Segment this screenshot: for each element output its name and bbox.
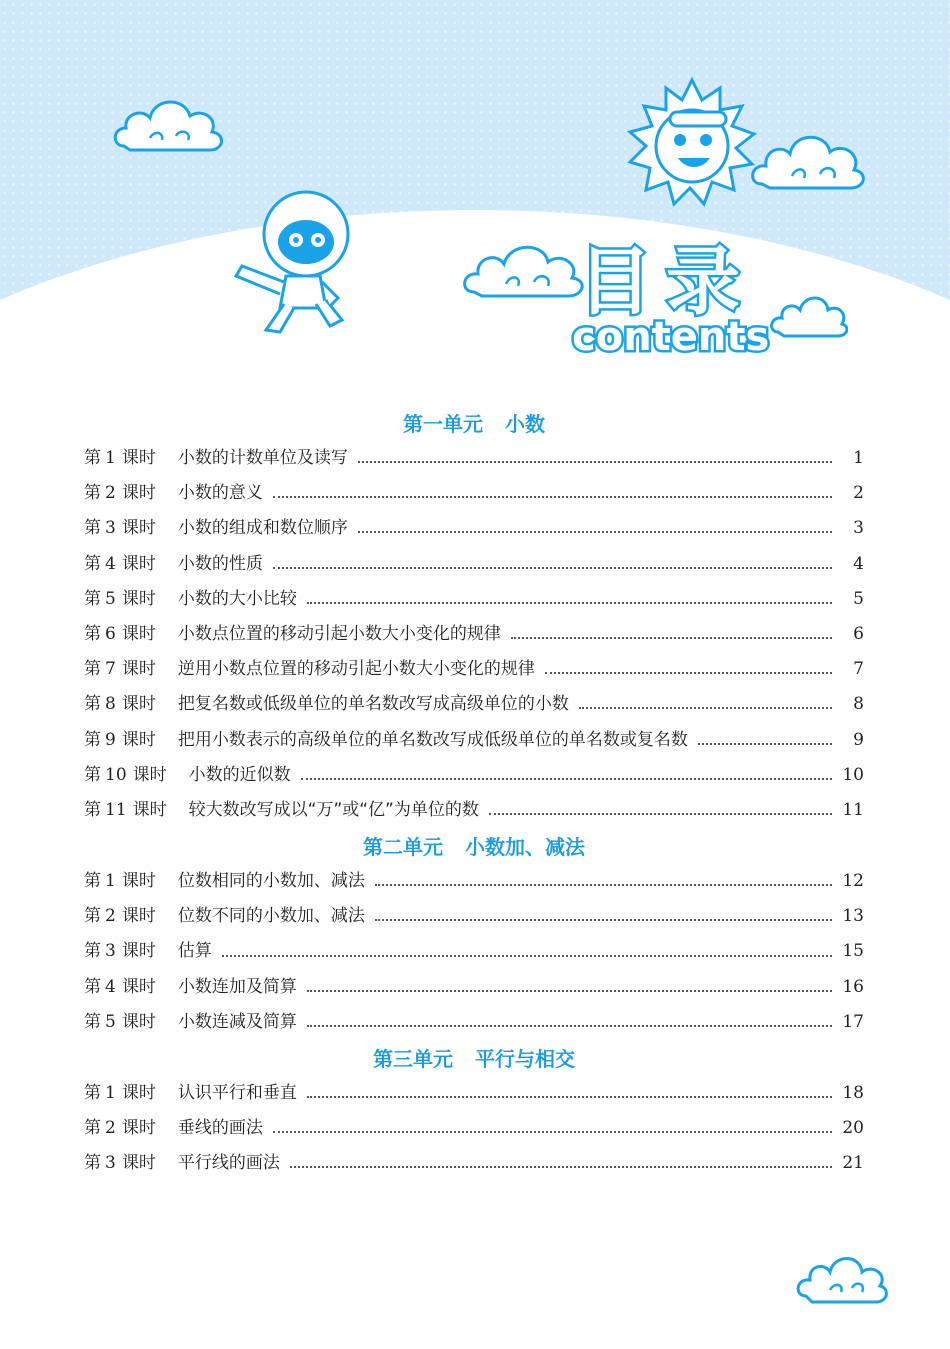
lesson-suffix: 课时 <box>132 799 167 820</box>
lesson-label <box>84 617 156 652</box>
lesson-prefix: 第 <box>84 623 101 644</box>
dot-leader <box>273 1130 832 1133</box>
lesson-prefix: 第 <box>84 764 101 785</box>
dot-leader <box>358 530 832 533</box>
lesson-number: 1 <box>105 448 116 468</box>
cloud-icon <box>110 88 230 160</box>
lesson-suffix: 课时 <box>121 729 156 750</box>
lesson-number: 7 <box>105 659 116 680</box>
lesson-suffix: 课时 <box>121 588 156 609</box>
lesson-suffix: 课时 <box>121 1118 156 1139</box>
cloud-icon <box>460 232 590 304</box>
toc-entry[interactable] <box>84 793 864 828</box>
toc-entry[interactable] <box>84 687 864 722</box>
lesson-prefix: 第 <box>84 1153 101 1174</box>
toc-entry[interactable] <box>84 723 864 758</box>
lesson-label <box>84 511 156 546</box>
dot-leader <box>307 1024 832 1027</box>
lesson-number: 4 <box>105 976 116 997</box>
page-number: 10 <box>842 764 864 785</box>
lesson-number: 10 <box>105 764 127 785</box>
astronaut-character-icon <box>226 184 366 334</box>
lesson-suffix: 课时 <box>121 659 156 680</box>
lesson-label <box>84 1076 156 1111</box>
lesson-prefix: 第 <box>84 659 101 680</box>
unit-heading-topic: 小数加、减法 <box>465 835 585 860</box>
dot-leader <box>375 918 832 921</box>
lesson-prefix: 第 <box>84 518 101 539</box>
lesson-label <box>84 723 156 758</box>
page-number: 1 <box>853 448 864 468</box>
lesson-prefix: 第 <box>84 1118 101 1139</box>
entry-title: 垂线的画法 <box>177 1118 263 1139</box>
entry-title: 小数连减及简算 <box>177 1011 297 1032</box>
lesson-label <box>84 582 156 617</box>
dot-leader <box>307 601 832 604</box>
lesson-label <box>84 547 156 582</box>
lesson-prefix: 第 <box>84 1011 101 1032</box>
title-chinese: 目录 <box>578 239 754 325</box>
toc-entry[interactable] <box>84 899 864 934</box>
lesson-number: 3 <box>105 941 116 962</box>
lesson-prefix: 第 <box>84 976 101 997</box>
page-number: 7 <box>853 659 864 680</box>
lesson-number: 3 <box>105 1153 116 1174</box>
lesson-suffix: 课时 <box>121 1011 156 1032</box>
lesson-number: 1 <box>105 871 116 892</box>
lesson-prefix: 第 <box>84 1083 101 1103</box>
lesson-suffix: 课时 <box>121 448 156 468</box>
dot-leader <box>579 706 832 709</box>
unit-heading-topic: 小数 <box>505 412 545 436</box>
dot-leader <box>375 883 832 886</box>
page-number: 13 <box>842 906 864 927</box>
lesson-number: 5 <box>105 1011 116 1032</box>
dot-leader <box>301 777 832 780</box>
page-number: 2 <box>853 483 864 504</box>
toc-entry[interactable] <box>84 1146 864 1181</box>
dot-leader <box>307 989 832 992</box>
dot-leader <box>307 1095 832 1098</box>
entry-title: 位数不同的小数加、减法 <box>177 906 365 927</box>
lesson-suffix: 课时 <box>121 976 156 997</box>
entry-title: 小数的性质 <box>177 553 263 574</box>
toc-entry[interactable] <box>84 1005 864 1040</box>
entry-title: 小数连加及简算 <box>177 976 297 997</box>
lesson-prefix: 第 <box>84 941 101 962</box>
lesson-suffix: 课时 <box>121 871 156 892</box>
lesson-prefix: 第 <box>84 448 101 468</box>
page-number: 9 <box>853 729 864 750</box>
cloud-icon <box>794 1246 888 1308</box>
page-number: 11 <box>842 799 864 820</box>
toc-entry[interactable] <box>84 652 864 687</box>
page-number: 8 <box>853 694 864 715</box>
lesson-label <box>84 1111 156 1146</box>
toc-entry[interactable] <box>84 864 864 899</box>
lesson-number: 9 <box>105 729 116 750</box>
entry-title: 小数的计数单位及读写 <box>177 448 348 468</box>
unit-heading-label: 第一单元 <box>403 412 483 436</box>
entry-title: 平行线的画法 <box>177 1153 280 1174</box>
lesson-prefix: 第 <box>84 729 101 750</box>
page-number: 4 <box>853 553 864 574</box>
page-title <box>572 239 788 365</box>
toc-entry[interactable] <box>84 441 864 476</box>
lesson-suffix: 课时 <box>121 906 156 927</box>
dot-leader <box>698 742 832 745</box>
toc-entry[interactable] <box>84 547 864 582</box>
lesson-label <box>84 652 156 687</box>
lesson-suffix: 课时 <box>121 623 156 644</box>
lesson-number: 2 <box>105 906 116 927</box>
page-number: 16 <box>842 976 864 997</box>
entry-title: 逆用小数点位置的移动引起小数大小变化的规律 <box>177 659 535 680</box>
lesson-suffix: 课时 <box>121 553 156 574</box>
lesson-prefix: 第 <box>84 694 101 715</box>
lesson-suffix: 课时 <box>121 483 156 504</box>
lesson-prefix: 第 <box>84 483 101 504</box>
page-number: 17 <box>842 1011 864 1032</box>
page-number: 20 <box>842 1118 864 1139</box>
lesson-number: 8 <box>105 694 116 715</box>
dot-leader <box>489 812 832 815</box>
entry-title: 小数的近似数 <box>188 764 291 785</box>
lesson-label <box>84 793 167 828</box>
lesson-number: 11 <box>105 799 127 820</box>
lesson-suffix: 课时 <box>121 518 156 539</box>
lesson-label <box>84 934 156 969</box>
unit-heading <box>84 1042 864 1076</box>
entry-title: 小数点位置的移动引起小数大小变化的规律 <box>177 623 501 644</box>
entry-title: 位数相同的小数加、减法 <box>177 871 365 892</box>
lesson-label <box>84 1005 156 1040</box>
lesson-label <box>84 476 156 511</box>
page-number: 21 <box>842 1153 864 1174</box>
toc-entry[interactable] <box>84 970 864 1005</box>
dot-leader <box>290 1165 832 1168</box>
page-number: 12 <box>842 871 864 892</box>
lesson-prefix: 第 <box>84 799 101 820</box>
page-number: 18 <box>842 1083 864 1103</box>
dot-leader <box>273 566 832 569</box>
entry-title: 把用小数表示的高级单位的单名数改写成低级单位的单名数或复名数 <box>177 729 688 750</box>
lesson-label <box>84 441 156 476</box>
page-number: 15 <box>842 941 864 962</box>
lesson-number: 5 <box>105 588 116 609</box>
lesson-prefix: 第 <box>84 588 101 609</box>
lesson-label <box>84 758 167 793</box>
toc-entry[interactable] <box>84 934 864 969</box>
entry-title: 小数的意义 <box>177 483 263 504</box>
toc-entry[interactable] <box>84 511 864 546</box>
toc-entry[interactable] <box>84 758 864 793</box>
unit-heading-topic: 平行与相交 <box>475 1047 575 1071</box>
toc-entry[interactable] <box>84 617 864 652</box>
entry-title: 认识平行和垂直 <box>177 1083 297 1103</box>
lesson-number: 4 <box>105 553 116 574</box>
entry-title: 小数的大小比较 <box>177 588 297 609</box>
entry-title: 较大数改写成以“万”或“亿”为单位的数 <box>188 799 479 820</box>
lesson-suffix: 课时 <box>121 1083 156 1103</box>
lesson-number: 2 <box>105 1118 116 1139</box>
lesson-label <box>84 687 156 722</box>
lesson-label <box>84 864 156 899</box>
lesson-prefix: 第 <box>84 553 101 574</box>
unit-heading-label: 第三单元 <box>373 1047 453 1071</box>
lesson-suffix: 课时 <box>121 694 156 715</box>
lesson-prefix: 第 <box>84 906 101 927</box>
cloud-icon <box>748 120 868 200</box>
page-number: 6 <box>853 623 864 644</box>
entry-title: 估算 <box>177 941 212 962</box>
toc-entry[interactable] <box>84 1111 864 1146</box>
lesson-suffix: 课时 <box>121 1153 156 1174</box>
toc-entry[interactable] <box>84 1076 864 1111</box>
lesson-number: 1 <box>105 1083 116 1103</box>
page-number: 5 <box>853 588 864 609</box>
unit-heading-label: 第二单元 <box>363 835 443 860</box>
dot-leader <box>222 954 832 957</box>
lesson-suffix: 课时 <box>132 764 167 785</box>
title-english: contents <box>572 314 770 360</box>
lesson-prefix: 第 <box>84 871 101 892</box>
table-of-contents <box>84 405 864 1182</box>
unit-heading <box>84 830 864 864</box>
unit-heading <box>84 407 864 441</box>
lesson-number: 6 <box>105 623 116 644</box>
entry-title: 把复名数或低级单位的单名数改写成高级单位的小数 <box>177 694 569 715</box>
dot-leader <box>511 636 832 639</box>
lesson-label <box>84 899 156 934</box>
page-number: 3 <box>853 518 864 539</box>
lesson-label <box>84 970 156 1005</box>
sun-character-icon <box>622 74 762 214</box>
lesson-number: 3 <box>105 518 116 539</box>
dot-leader <box>358 460 832 463</box>
lesson-number: 2 <box>105 483 116 504</box>
entry-title: 小数的组成和数位顺序 <box>177 518 348 539</box>
lesson-label <box>84 1146 156 1181</box>
toc-entry[interactable] <box>84 582 864 617</box>
toc-entry[interactable] <box>84 476 864 511</box>
lesson-suffix: 课时 <box>121 941 156 962</box>
dot-leader <box>273 495 832 498</box>
dot-leader <box>545 671 832 674</box>
